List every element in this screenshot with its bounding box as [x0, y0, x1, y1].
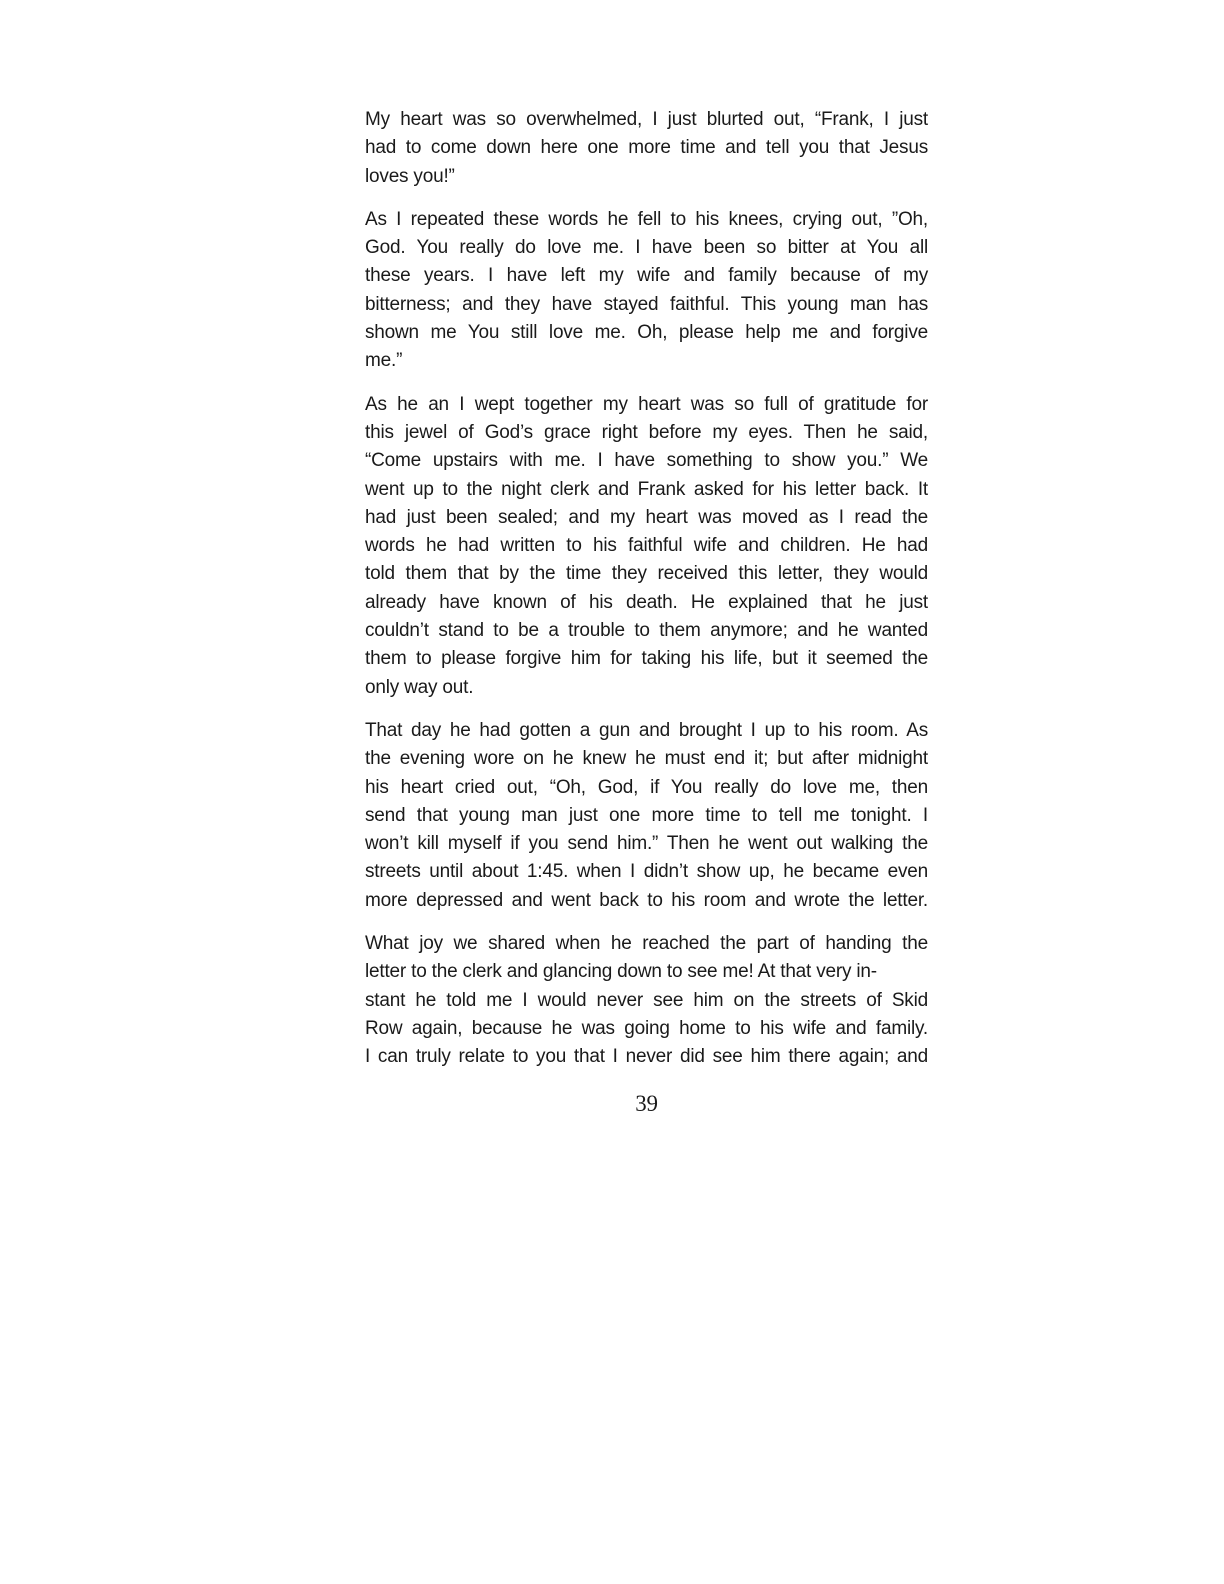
- paragraph: [365, 930, 928, 1071]
- text-line: told them that by the time they received this letter, they would: [365, 563, 928, 585]
- text-line: stant he told me I would never see him on the streets of Skid: [365, 989, 928, 1011]
- page-number: 39: [635, 1090, 658, 1116]
- paragraph: [365, 106, 928, 191]
- text-line: As he an I wept together my heart was so full of gratitude for: [365, 393, 928, 415]
- text-line: What joy we shared when he reached the part of handing the: [365, 933, 928, 955]
- text-line: That day he had gotten a gun and brought I up to his room. As: [365, 719, 928, 741]
- text-block: [365, 106, 928, 1118]
- text-line: loves you!”: [365, 165, 455, 187]
- text-line: streets until about 1:45. when I didn’t show up, he became even: [365, 861, 928, 883]
- text-line: I can truly relate to you that I never did see him there again; and: [365, 1046, 928, 1068]
- text-line: me.”: [365, 350, 403, 372]
- paragraph: [365, 717, 928, 915]
- text-line: this jewel of God’s grace right before my eyes. Then he said,: [365, 421, 928, 443]
- text-line: had to come down here one more time and tell you that Jesus: [365, 137, 928, 159]
- text-line: only way out.: [365, 676, 474, 698]
- text-line: these years. I have left my wife and family because of my: [365, 265, 928, 287]
- text-line: won’t kill myself if you send him.” Then he went out walking the: [365, 833, 928, 855]
- text-line: shown me You still love me. Oh, please help me and forgive: [365, 322, 928, 344]
- text-line: had just been sealed; and my heart was moved as I read the: [365, 506, 928, 528]
- text-line: went up to the night clerk and Frank asked for his letter back. It: [365, 478, 928, 500]
- text-line: couldn’t stand to be a trouble to them anymore; and he wanted: [365, 620, 928, 642]
- text-line: already have known of his death. He explained that he just: [365, 591, 928, 613]
- text-line: them to please forgive him for taking his life, but it seemed the: [365, 648, 928, 670]
- text-line: more depressed and went back to his room and wrote the letter.: [365, 889, 928, 911]
- text-line: send that young man just one more time to tell me tonight. I: [365, 804, 928, 826]
- text-line: “Come upstairs with me. I have something to show you.” We: [365, 450, 928, 472]
- text-line: As I repeated these words he fell to his knees, crying out, ”Oh,: [365, 208, 928, 230]
- text-line: the evening wore on he knew he must end it; but after midnight: [365, 748, 928, 770]
- text-line: words he had written to his faithful wife and children. He had: [365, 535, 928, 557]
- text-line: letter to the clerk and glancing down to see me! At that very in-: [365, 961, 877, 983]
- paragraph: [365, 391, 928, 702]
- text-line: bitterness; and they have stayed faithful. This young man has: [365, 293, 928, 315]
- text-line: God. You really do love me. I have been so bitter at You all: [365, 237, 928, 259]
- text-line: his heart cried out, “Oh, God, if You really do love me, then: [365, 776, 928, 798]
- text-line: My heart was so overwhelmed, I just blurted out, “Frank, I just: [365, 109, 928, 130]
- paragraph: [365, 206, 928, 376]
- text-line: Row again, because he was going home to his wife and family.: [365, 1017, 928, 1039]
